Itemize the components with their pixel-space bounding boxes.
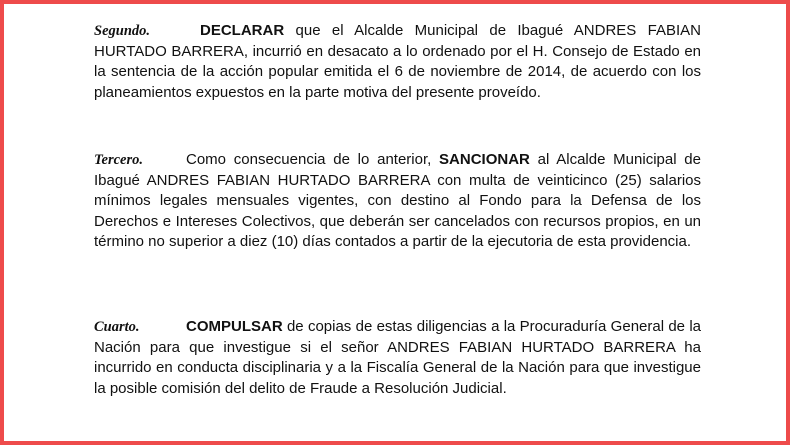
paragraph-verb: COMPULSAR	[186, 318, 283, 335]
paragraph-label: Segundo.	[94, 23, 151, 39]
paragraph-intro: Como consecuencia de lo anterior,	[186, 151, 432, 168]
paragraph-label: Tercero.	[94, 152, 143, 168]
paragraph-verb: SANCIONAR	[439, 151, 530, 168]
paragraph-segundo	[94, 21, 701, 103]
paragraph-text: que el Alcalde Municipal de Ibagué ANDRES FABIAN HURTADO BARRERA, incurrió en desacato a lo ordenado por el H. Consejo de Estado en la sentencia de la acción popular emitida el 6 de noviembre de 2014, de acuerdo con los planeamientos expuestos en la parte motiva del presente proveído.	[94, 22, 702, 101]
paragraph-cuarto	[94, 317, 701, 399]
paragraph-tercero	[94, 150, 701, 253]
paragraph-verb: DECLARAR	[200, 22, 285, 39]
paragraph-text: de copias de estas diligencias a la Procuraduría General de la Nación para que investigue si el señor ANDRES FABIAN HURTADO BARRERA ha incurrido en conducta disciplinaria y a la Fiscalía General de la Nación para que investigue la posible comisión del delito de Fraude a Resolución Judicial.	[94, 318, 701, 397]
paragraph-text: al Alcalde Municipal de Ibagué ANDRES FABIAN HURTADO BARRERA con multa de veinticinco (25) salarios mínimos legales mensuales vigentes, con destino al Fondo para la Defensa de los Derechos e Intereses Colectivos, que deberán ser cancelados con recursos propios, en un término no superior a diez (10) días contados a partir de la ejecutoria de esta providencia.	[94, 151, 701, 250]
paragraph-label: Cuarto.	[94, 319, 140, 335]
